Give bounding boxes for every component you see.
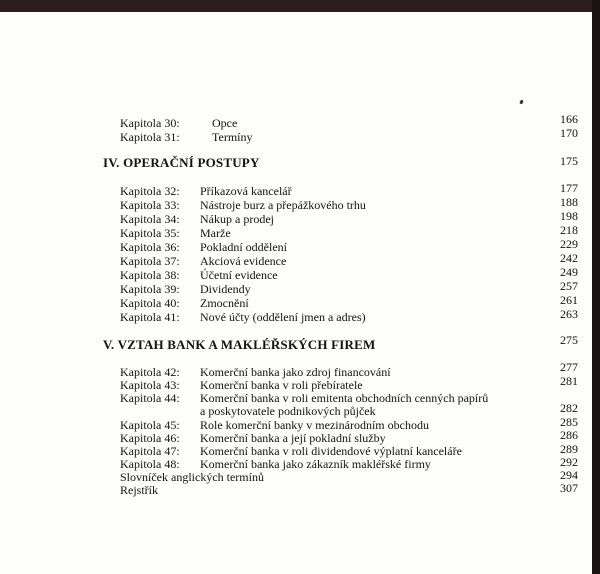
- chapter-title-continuation: a poskytovatele podnikových půjček: [200, 404, 376, 418]
- chapter-title: Komerční banka a její pokladní služby: [200, 431, 386, 445]
- chapter-title: Zmocnění: [200, 296, 249, 310]
- page-number: 177: [560, 181, 578, 195]
- chapter-title: Pokladní oddělení: [200, 240, 287, 254]
- page-number: 257: [560, 279, 578, 293]
- chapter-title: Komerční banka v roli přebíratele: [200, 378, 363, 392]
- chapter-label: Kapitola 38:: [120, 268, 180, 282]
- chapter-label: Kapitola 48:: [120, 457, 180, 471]
- chapter-label: Kapitola 40:: [120, 296, 180, 310]
- section-heading: IV. OPERAČNÍ POSTUPY: [103, 155, 260, 170]
- chapter-label: Kapitola 42:: [120, 365, 180, 379]
- chapter-title: Příkazová kancelář: [200, 184, 292, 198]
- section-page-number: 175: [560, 154, 578, 168]
- chapter-label: Kapitola 43:: [120, 378, 180, 392]
- chapter-title: Komerční banka jako zákazník makléřské firmy: [200, 457, 431, 471]
- page-number: 218: [560, 223, 578, 237]
- chapter-title: Komerční banka v roli emitenta obchodních cenných papírů: [200, 391, 489, 405]
- page-number: 263: [560, 307, 578, 321]
- page-number: 307: [560, 481, 578, 495]
- chapter-title: Nástroje burz a přepážkového trhu: [200, 198, 366, 212]
- chapter-title: Komerční banka v roli dividendové výplatní kanceláře: [200, 444, 462, 458]
- index-title: Rejstřík: [120, 483, 158, 497]
- toc-page: [0, 12, 592, 574]
- page-number: 170: [560, 126, 578, 140]
- page-number: 188: [560, 195, 578, 209]
- speck: [519, 100, 523, 105]
- page-number: 249: [560, 265, 578, 279]
- chapter-title: Komerční banka jako zdroj financování: [200, 365, 391, 379]
- chapter-label: Kapitola 36:: [120, 240, 180, 254]
- scan-top-edge: [0, 0, 600, 12]
- page-number: 166: [560, 112, 578, 126]
- page-number: 292: [560, 455, 578, 469]
- chapter-label: Kapitola 39:: [120, 282, 180, 296]
- chapter-title: Účetní evidence: [200, 268, 278, 282]
- page-number: 261: [560, 293, 578, 307]
- chapter-label: Kapitola 35:: [120, 226, 180, 240]
- chapter-title: Termíny: [212, 130, 253, 144]
- chapter-label: Kapitola 34:: [120, 212, 180, 226]
- chapter-title: Marže: [200, 226, 231, 240]
- page-number: 285: [560, 415, 578, 429]
- page-number: 242: [560, 251, 578, 265]
- chapter-title: Akciová evidence: [200, 254, 287, 268]
- chapter-label: Kapitola 41:: [120, 310, 180, 324]
- chapter-label: Kapitola 33:: [120, 198, 180, 212]
- section-heading: V. VZTAH BANK A MAKLÉŘSKÝCH FIREM: [103, 337, 376, 352]
- section-page-number: 275: [560, 333, 578, 347]
- chapter-label: Kapitola 37:: [120, 254, 180, 268]
- page-number: 282: [560, 401, 578, 415]
- page-number: 229: [560, 237, 578, 251]
- page-number: 286: [560, 428, 578, 442]
- chapter-title: Nákup a prodej: [200, 212, 274, 226]
- page-number: 277: [560, 360, 578, 374]
- chapter-title: Nové účty (oddělení jmen a adres): [200, 310, 366, 324]
- page-number: 198: [560, 209, 578, 223]
- glossary-title: Slovníček anglických termínů: [120, 470, 264, 484]
- chapter-label: Kapitola 31:: [120, 130, 180, 144]
- chapter-label: Kapitola 32:: [120, 184, 180, 198]
- chapter-label: Kapitola 45:: [120, 418, 180, 432]
- chapter-label: Kapitola 30:: [120, 116, 180, 130]
- chapter-title: Role komerční banky v mezinárodním obchodu: [200, 418, 429, 432]
- chapter-title: Opce: [212, 116, 238, 130]
- chapter-label: Kapitola 47:: [120, 444, 180, 458]
- page-number: 289: [560, 442, 578, 456]
- chapter-title: Dividendy: [200, 282, 251, 296]
- scan-right-edge: [592, 0, 600, 574]
- chapter-label: Kapitola 44:: [120, 391, 180, 405]
- page-number: 294: [560, 468, 578, 482]
- chapter-label: Kapitola 46:: [120, 431, 180, 445]
- page-number: 281: [560, 374, 578, 388]
